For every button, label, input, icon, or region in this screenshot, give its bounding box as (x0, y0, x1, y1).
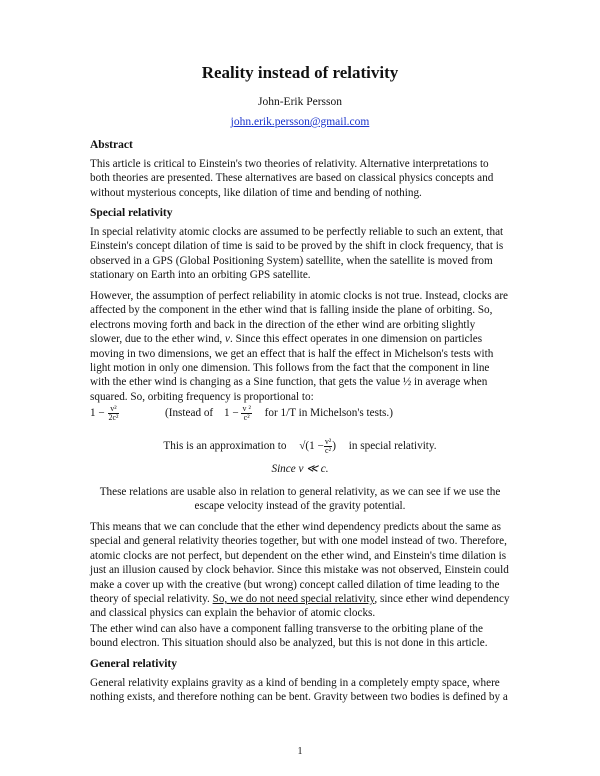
page-number: 1 (297, 746, 303, 757)
abstract-heading: Abstract (90, 139, 133, 151)
formula-1b-denominator: c² (243, 413, 250, 422)
formula-2-suffix: in special relativity. (348, 440, 437, 453)
velocity-variable: v (225, 333, 230, 346)
special-paragraph-3-part-a: This means that we can conclude that the ether wind dependency predicts about the same as special and general relativity theories together, but with one model instead of two. Therefore, atomic clocks are not perfect, but dependent on the ether wind, and Einstein's time dilation is just an illusion caused by clock behavior. Since this mistake was not observed, Einstein could make a cover up with the creative (but wrong) concept called dilation of time leading to the theory of special relativity. (90, 521, 509, 606)
formula-1-numerator: v² (108, 405, 120, 414)
formula-approximation (0, 438, 600, 455)
formula-condition: Since v ≪ c. (271, 463, 329, 475)
special-paragraph-2 (90, 289, 510, 404)
formula-1-denominator: 2c² (108, 413, 119, 422)
formula-1-one-minus: 1 − (90, 407, 105, 420)
special-paragraph-1: In special relativity atomic clocks are assumed to be perfectly reliable to such an extent, that Einstein's concept dilation of time is said to be proved by the shift in clock frequency, that is observed in a GPS (Global Positioning System) satellite, when the satellite is moved from stationary on Earth into an orbiting GPS satellite. (90, 226, 504, 282)
formula-2-fraction (324, 438, 332, 455)
underlined-conclusion: So, we do not need special relativity (212, 593, 375, 606)
formula-2-prefix: This is an approximation to (163, 440, 287, 453)
formula-1-fraction (108, 405, 120, 422)
special-paragraph-3 (90, 520, 510, 621)
special-paragraph-4: The ether wind can also have a component falling transverse to the orbiting plane of the bound electron. This situation should also be analyzed, but this is not done in this article. (90, 623, 488, 650)
formula-1b-numerator: v ² (242, 404, 251, 413)
formula-2-numerator: v² (324, 437, 332, 446)
formula-2-sqrt: √(1 − (299, 440, 324, 453)
special-paragraph-2-part-a: However, the assumption of perfect reliability in atomic clocks is not true. Instead, clocks are affected by the component in the ether wind that is falling inside the plane of orbiting. So, electrons moving forth and back in the direction of the ether wind are orbiting slightly slower, due to the ether wind, (90, 290, 509, 346)
abstract-text: This article is critical to Einstein's two theories of relativity. Alternative interpretations to both theories are presented. These alternatives are based on classical physics concepts and without mysterious concepts, like dilation of time and bending of nothing. (90, 158, 494, 199)
formula-1-main (90, 405, 119, 422)
formula-2-denominator: c² (325, 446, 331, 455)
formula-1-tail: for 1/T in Michelson's tests.) (264, 407, 393, 420)
formula-1-instead-label: (Instead of (165, 407, 214, 420)
special-paragraph-2-part-b: . Since this effect operates in one dimension on particles moving in two dimensions, we get an effect that is half the effect in Michelson's tests with light motion in only one dimension. This follows from the fact that the component in line with the ether wind is changing as a Sine function, that gets the value ½ in average when squared. So, orbiting frequency is proportional to: (90, 333, 494, 403)
formula-1-instead (165, 405, 393, 422)
author-email-link[interactable]: john.erik.persson@gmail.com (230, 116, 370, 128)
special-relativity-heading: Special relativity (90, 207, 173, 219)
formula-2-close: ) (332, 440, 336, 453)
paper-title: Reality instead of relativity (201, 63, 399, 82)
general-paragraph-1: General relativity explains gravity as a kind of bending in a completely empty space, where nothing exists, and therefore nothing can be bent. Gravity between two bodies is defined by a (90, 677, 508, 704)
special-paragraph-3-part-b: , since ether wind dependency and classical physics can explain the behavior of atomic clocks. (90, 593, 510, 620)
centered-relations-note: These relations are usable also in relation to general relativity, as we can see if we use the escape velocity instead of the gravity potential. (99, 486, 501, 513)
general-relativity-heading: General relativity (90, 658, 177, 670)
formula-1b-fraction (241, 405, 251, 422)
formula-1b-one-minus: 1 − (223, 407, 239, 420)
author-name: John-Erik Persson (257, 96, 342, 108)
